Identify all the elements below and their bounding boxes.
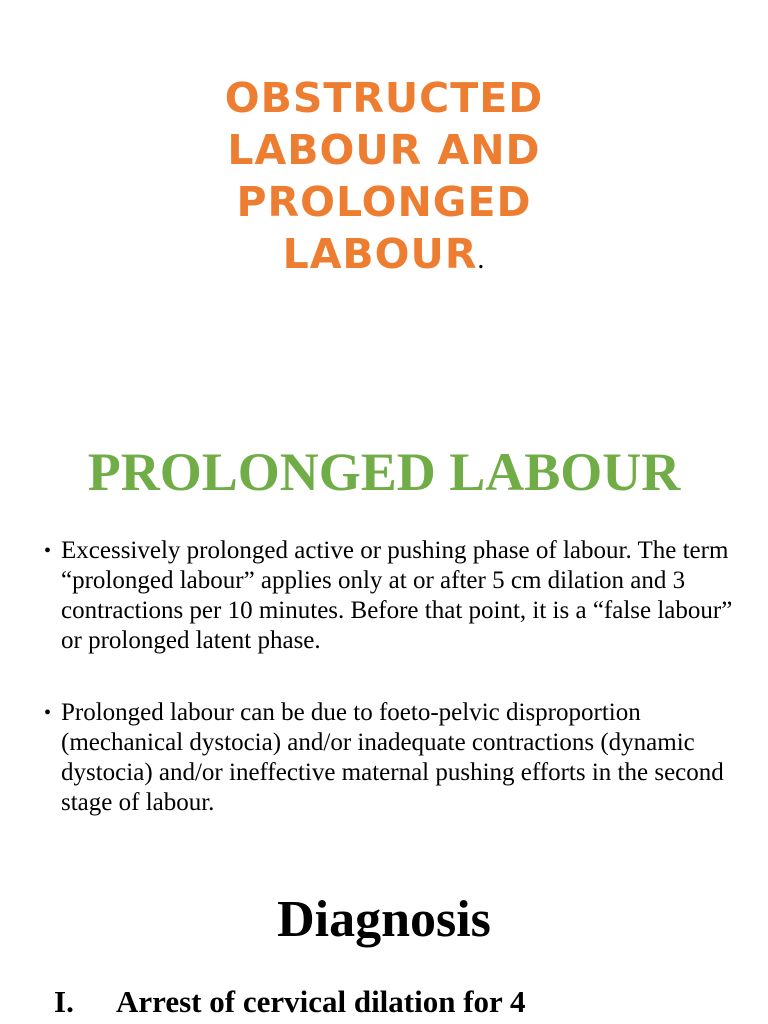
section-heading: PROLONGED LABOUR [87,442,681,502]
list-item [54,980,754,1024]
list-item [44,698,756,818]
title-trailing-period: . [477,244,486,275]
title-line-4 [0,228,768,286]
title-line-1: OBSTRUCTED [224,74,544,122]
list-item-text: Arrest of cervical dilation for 4 [116,984,526,1019]
title-line-3: PROLONGED [236,178,532,226]
bullet-glyph: • [44,702,52,724]
list-item-number: I. [54,984,74,1019]
slide-title [0,72,768,286]
diagnosis-heading: Diagnosis [277,891,491,948]
bullet-list [44,536,756,860]
title-line-2: LABOUR AND [227,126,541,174]
title-line-4-text: LABOUR [282,230,478,278]
bullet-text: Prolonged labour can be due to foeto-pelvic disproportion (mechanical dystocia) and/or inadequate contractions (dynamic dystocia) and/or ineffective maternal pushing efforts in the second stage of labour. [61,699,724,816]
bullet-text: Excessively prolonged active or pushing phase of labour. The term “prolonged labour” applies only at or after 5 cm dilation and 3 contractions per 10 minutes. Before that point, it is a “false labour” or prolonged latent phase. [61,537,733,654]
diagnosis-list [54,980,754,1024]
list-item [44,536,756,656]
bullet-glyph: • [44,540,52,562]
